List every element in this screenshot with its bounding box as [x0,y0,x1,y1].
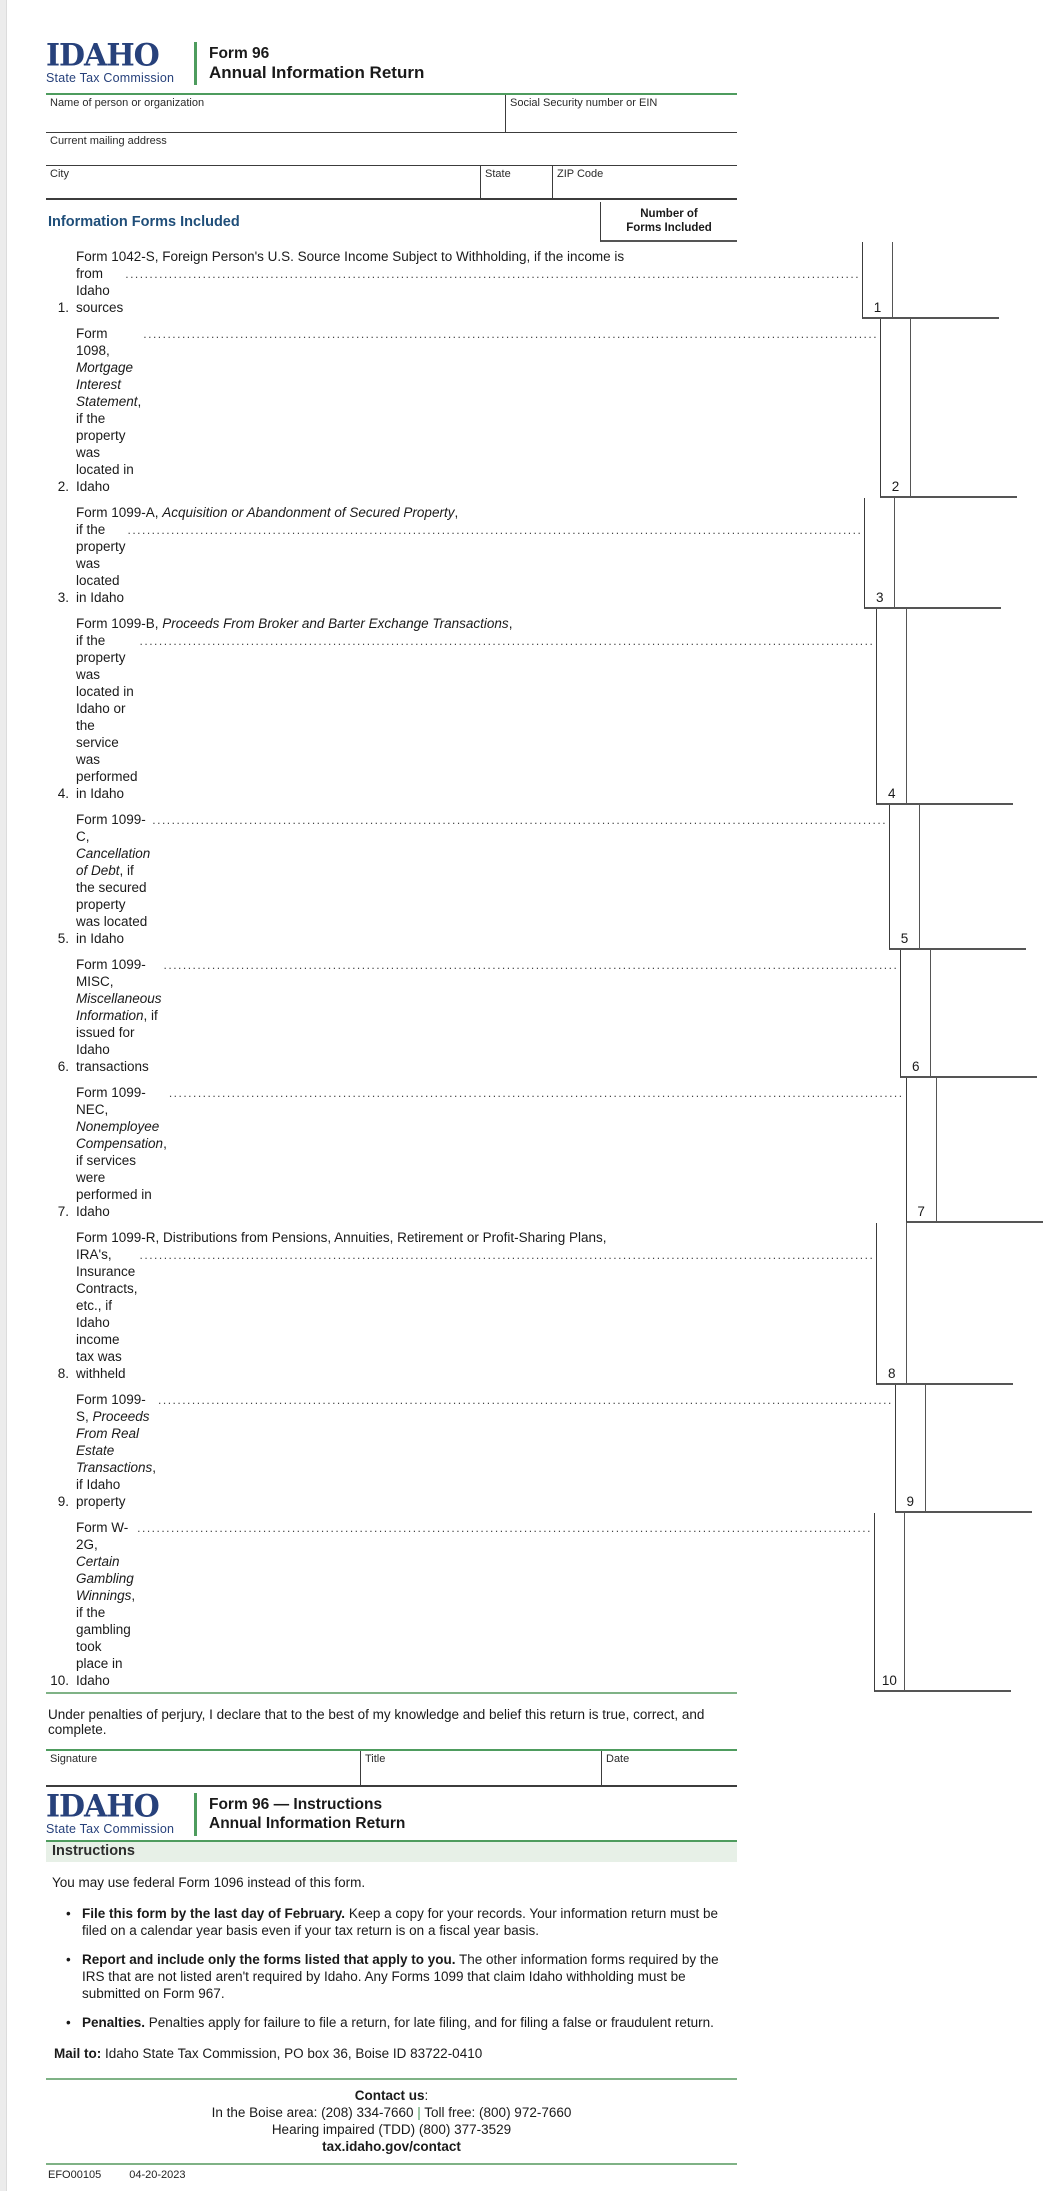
form-item-description: Form 1098, Mortgage Interest Statement, if the property was located in Idaho ..... [76,325,878,495]
contact-block: Contact us: In the Boise area: (208) 334-7660 | Toll free: (800) 972-7660 Hearing impaired (TDD) (800) 377-3529 tax.idaho.gov/contact [46,2080,737,2163]
page-edge [0,0,7,2191]
name-field-label: Name of person or organization [50,97,205,109]
instructions-intro: You may use federal Form 1096 instead of this form. [52,1875,366,1890]
form-item-row [46,1078,925,1223]
header-divider [194,1793,197,1836]
idaho-stc-logo [46,37,194,85]
mail-to-address: Idaho State Tax Commission, PO box 36, Boise ID 83722-0410 [101,2046,483,2061]
form-count-input[interactable] [919,805,1026,950]
form-item-row [46,319,900,498]
forms-included-table [46,202,925,1694]
zip-field[interactable] [552,166,737,198]
form-item-description: Form 1099-NEC, Nonemployee Compensation, if services were performed in Idaho ..... [76,1084,904,1220]
form-item-line-number: 9 [895,1385,925,1513]
form-item-description: Form 1099-A, Acquisition or Abandonment of Secured Property, if the property was located in Idaho ..... [76,504,862,606]
instructions-form-number: Form 96 — Instructions [209,1796,383,1813]
title-field[interactable] [360,1751,601,1785]
form-item-description: Form 1099-C, Cancellation of Debt, if the secured property was located in Idaho ..... [76,811,887,947]
form-title: Annual Information Return [209,63,425,82]
form-item-row [46,498,884,609]
revision-date: 04-20-2023 [129,2169,186,2181]
city-field-label: City [50,168,69,180]
title-field-label: Title [365,1753,386,1765]
form-item-description: Form 1099-R, Distributions from Pensions, Annuities, Retirement or Profit-Sharing Plans, IRA's, Insurance Contracts, etc., if Idaho income tax was withheld ..... [76,1229,874,1382]
form-item-line-number: 8 [876,1223,906,1385]
instruction-bullet [66,2014,733,2031]
form-header [46,37,737,85]
identity-fields [46,93,737,200]
signature-block [46,1749,737,1787]
form-item-row [46,1223,896,1385]
form-item-description: Form 1099-B, Proceeds From Broker and Barter Exchange Transactions, if the property was located in Idaho or the service was performed in Idaho ..... [76,615,874,802]
logo-subtitle: State Tax Commission [46,1822,175,1836]
form-count-input[interactable] [892,242,999,319]
instructions-header [46,1788,737,1836]
form-item-description: Form W-2G, Certain Gambling Winnings, if the gambling took place in Idaho ..... [76,1519,872,1689]
contact-title: Contact us [354,2088,425,2103]
contact-phone-tollfree: Toll free: (800) 972-7660 [420,2105,572,2120]
form-item-index: 7. [57,1204,69,1219]
form-item-line-number: 4 [876,609,906,805]
bullet-body-text: Penalties apply for failure to file a return, for late filing, and for filing a false or fraudulent return. [145,2015,714,2030]
bullet-bold-lead: Report and include only the forms listed that apply to you. [82,1952,456,1967]
mail-to-label: Mail to: [54,2046,102,2061]
logo-wordmark: IDAHO [46,1788,159,1825]
section-title: Information Forms Included [48,214,240,230]
page-footer [46,2165,737,2181]
form-item-row [46,805,909,950]
name-field[interactable] [46,95,505,132]
form-item-index: 10. [50,1673,69,1688]
city-field[interactable] [46,166,480,198]
header-divider [194,42,197,85]
form-count-input[interactable] [906,1223,1013,1385]
instructions-bullet-list [66,1905,733,2031]
form-item-index: 9. [57,1494,69,1509]
form-count-input[interactable] [894,498,1001,609]
contact-separator: | [417,2105,421,2120]
form-item-line-number: 7 [906,1078,936,1223]
bullet-marker: • [66,1952,71,1967]
form-item-line-number: 5 [889,805,919,950]
instructions-form-title: Annual Information Return [209,1815,406,1832]
bullet-body-text: Keep a copy for your records. Your information return must be filed on a calendar year basis even if your tax return is on a fiscal year basis. [82,1906,719,1938]
contact-tdd: Hearing impaired (TDD) (800) 377-3529 [271,2122,512,2137]
form-item-index: 4. [57,786,69,801]
ssn-ein-field[interactable] [505,95,737,132]
bullet-bold-lead: Penalties. [82,2015,146,2030]
date-field[interactable] [601,1751,737,1785]
form-count-input[interactable] [904,1513,1011,1692]
bullet-marker: • [66,1906,71,1921]
mailing-address-field[interactable] [46,133,737,165]
form-item-description: Form 1099-S, Proceeds From Real Estate Transactions, if Idaho property ..... [76,1391,893,1510]
date-field-label: Date [606,1753,630,1765]
bullet-bold-lead: File this form by the last day of February. [82,1906,346,1921]
instruction-bullet [66,1905,733,1939]
form-count-input[interactable] [906,609,1013,805]
form-item-line-number: 2 [880,319,910,498]
form-item-index: 8. [57,1366,69,1381]
form-item-line-number: 1 [862,242,892,319]
form-count-input[interactable] [930,950,1037,1078]
form-code: EFO00105 [48,2169,102,2181]
logo-subtitle: State Tax Commission [46,71,175,85]
bullet-marker: • [66,2015,71,2030]
form-item-row [46,242,882,319]
form-count-input[interactable] [925,1385,1032,1513]
form-item-line-number: 10 [874,1513,904,1692]
form-item-index: 2. [57,479,69,494]
instructions-banner: Instructions [46,1840,737,1862]
form-count-input[interactable] [936,1078,1043,1223]
zip-field-label: ZIP Code [557,168,604,180]
form-item-row [46,1385,915,1513]
form-item-description: Form 1042-S, Foreign Person's U.S. Source Income Subject to Withholding, if the income is from Idaho sources ..... [76,248,860,316]
form-item-index: 5. [57,931,69,946]
perjury-statement: Under penalties of perjury, I declare that to the best of my knowledge and belief this return is true, correct, and complete. [48,1707,705,1737]
contact-website-link[interactable]: tax.idaho.gov/contact [322,2139,461,2154]
table-bottom-rule [46,1692,737,1694]
mail-to-line [54,2045,733,2062]
state-field-label: State [485,168,511,180]
contact-phone-boise: In the Boise area: (208) 334-7660 [211,2105,418,2120]
mailing-address-label: Current mailing address [50,135,167,147]
form-item-line-number: 6 [900,950,930,1078]
instruction-bullet [66,1951,733,2002]
bullet-body-text: The other information forms required by the IRS that are not listed aren't required by Idaho. Any Forms 1099 that claim Idaho withholding must be submitted on Form 967. [82,1952,719,2001]
form-item-index: 6. [57,1059,69,1074]
number-of-forms-column-header: Number of Forms Included [600,202,737,242]
form-item-row [46,950,920,1078]
instructions-body [46,1862,737,2062]
signature-field-label: Signature [50,1753,98,1765]
form-item-description: Form 1099-MISC, Miscellaneous Information, if issued for Idaho transactions ..... [76,956,898,1075]
ssn-ein-field-label: Social Security number or EIN [510,97,658,109]
idaho-stc-logo-instructions [46,1788,194,1836]
form-item-index: 1. [57,300,69,315]
state-field[interactable] [480,166,552,198]
form-item-index: 3. [57,590,69,605]
form-item-row [46,1513,897,1692]
form-count-input[interactable] [910,319,1017,498]
signature-field[interactable] [46,1751,360,1785]
form-item-row [46,609,896,805]
form-number: Form 96 [209,45,270,62]
form-item-line-number: 3 [864,498,894,609]
logo-wordmark: IDAHO [46,37,159,74]
